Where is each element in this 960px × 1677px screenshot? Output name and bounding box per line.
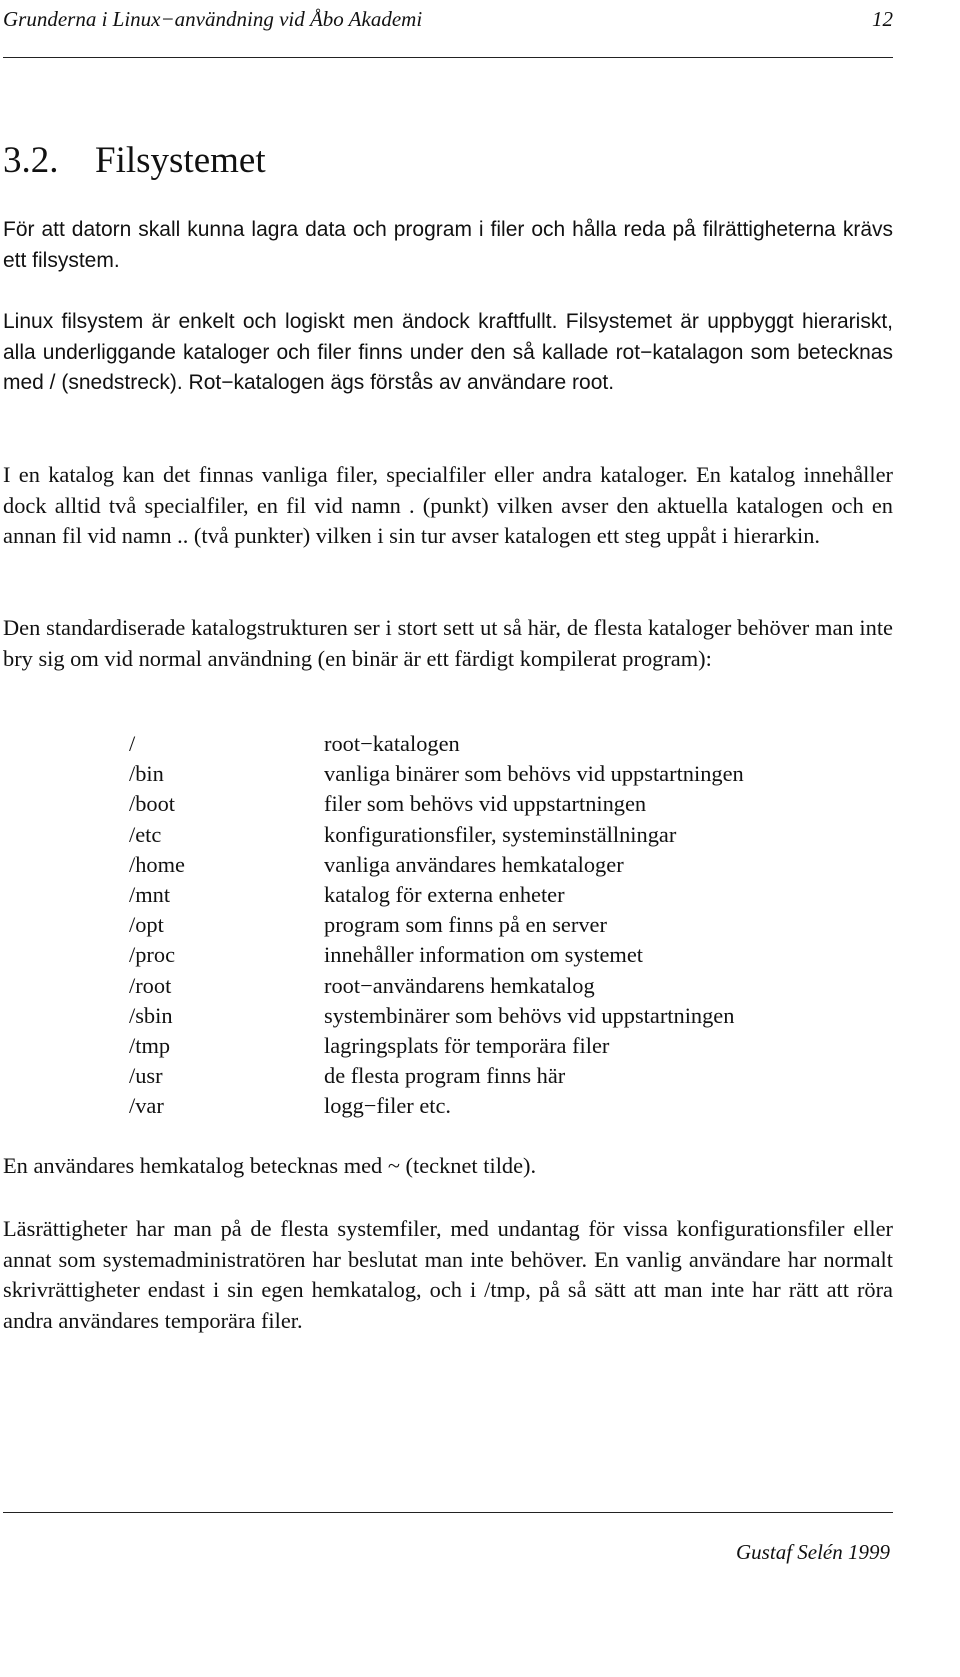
directory-path: /etc bbox=[129, 821, 162, 847]
directory-path: /home bbox=[129, 851, 185, 877]
directory-row bbox=[129, 850, 744, 880]
directory-row bbox=[129, 910, 744, 940]
page-footer: Gustaf Selén 1999 bbox=[736, 1540, 890, 1564]
directory-description: innehåller information om systemet bbox=[324, 942, 643, 968]
directory-path: /boot bbox=[129, 791, 176, 817]
paragraph-intro: För att datorn skall kunna lagra data och program i filer och hålla reda på filrättigheterna krävs ett filsystem. bbox=[3, 218, 893, 272]
directory-row bbox=[129, 789, 744, 819]
page-header bbox=[3, 4, 893, 34]
document-title: Grunderna i Linux−användning vid Åbo Akademi bbox=[3, 7, 423, 31]
directory-path: /mnt bbox=[129, 882, 171, 908]
directory-row bbox=[129, 1061, 744, 1091]
directory-description: logg−filer etc. bbox=[324, 1093, 452, 1119]
paragraph-special-files: I en katalog kan det finnas vanliga filer, specialfiler eller andra kataloger. En katalog innehåller dock alltid två specialfiler, en fil vid namn . (punkt) vilken avser den aktuella katalogen och en annan fil vid namn .. (två punkter) vilken i sin tur avser katalogen ett steg uppåt i hierarkin. bbox=[3, 462, 893, 548]
directory-path: /proc bbox=[129, 942, 176, 968]
directory-description: katalog för externa enheter bbox=[324, 882, 565, 908]
directory-row bbox=[129, 759, 744, 789]
directory-path: /root bbox=[129, 972, 172, 998]
header-rule bbox=[3, 57, 893, 58]
section-title: Filsystemet bbox=[95, 140, 266, 181]
directory-row bbox=[129, 729, 744, 759]
directory-path: /var bbox=[129, 1093, 164, 1119]
directory-path: / bbox=[129, 731, 136, 756]
directory-table bbox=[129, 729, 744, 1122]
directory-description: de flesta program finns här bbox=[324, 1063, 566, 1089]
directory-row bbox=[129, 820, 744, 850]
footer-rule bbox=[3, 1512, 893, 1513]
directory-row bbox=[129, 1001, 744, 1031]
directory-description: root−användarens hemkatalog bbox=[324, 972, 595, 998]
directory-description: filer som behövs vid uppstartningen bbox=[324, 791, 647, 817]
directory-row bbox=[129, 880, 744, 910]
directory-description: vanliga binärer som behövs vid uppstartningen bbox=[324, 761, 744, 787]
directory-description: root−katalogen bbox=[324, 731, 460, 756]
directory-path: /bin bbox=[129, 761, 164, 787]
directory-row bbox=[129, 971, 744, 1001]
paragraph-home-directory: En användares hemkatalog betecknas med ~ (tecknet tilde). bbox=[3, 1153, 537, 1178]
paragraph-permissions: Läsrättigheter har man på de flesta systemfiler, med undantag för vissa konfigurationsfiler eller annat som systemadministratören har beslutat man inte behöver. En vanlig användare har normalt skrivrättigheter endast i sin egen hemkatalog, och i /tmp, på så sätt att man inte har rätt att röra andra användares temporära filer. bbox=[3, 1216, 893, 1333]
paragraph-directory-structure: Den standardiserade katalogstrukturen ser i stort sett ut så här, de flesta kataloger behöver man inte bry sig om vid normal användning (en binär är ett färdigt kompilerat program): bbox=[3, 615, 893, 671]
directory-path: /opt bbox=[129, 912, 164, 938]
directory-path: /tmp bbox=[129, 1033, 171, 1059]
directory-row bbox=[129, 1031, 744, 1061]
paragraph-filesystem-structure: Linux filsystem är enkelt och logiskt men ändock kraftfullt. Filsystemet är uppbyggt hierariskt, alla underliggande kataloger och filer finns under den så kallade rot−katalagon som betecknas med / (snedstreck). Rot−katalogen ägs förstås av användare root. bbox=[3, 310, 893, 394]
section-number: 3.2. bbox=[3, 140, 59, 181]
directory-description: lagringsplats för temporära filer bbox=[324, 1033, 610, 1059]
directory-description: systembinärer som behövs vid uppstartningen bbox=[324, 1002, 735, 1028]
directory-path: /sbin bbox=[129, 1002, 173, 1028]
directory-description: vanliga användares hemkataloger bbox=[324, 851, 624, 877]
directory-path: /usr bbox=[129, 1063, 163, 1089]
section-heading bbox=[3, 138, 266, 184]
page-number: 12 bbox=[872, 7, 893, 31]
directory-row bbox=[129, 940, 744, 970]
directory-description: program som finns på en server bbox=[324, 912, 607, 938]
directory-row bbox=[129, 1091, 744, 1121]
directory-description: konfigurationsfiler, systeminställningar bbox=[324, 821, 677, 847]
